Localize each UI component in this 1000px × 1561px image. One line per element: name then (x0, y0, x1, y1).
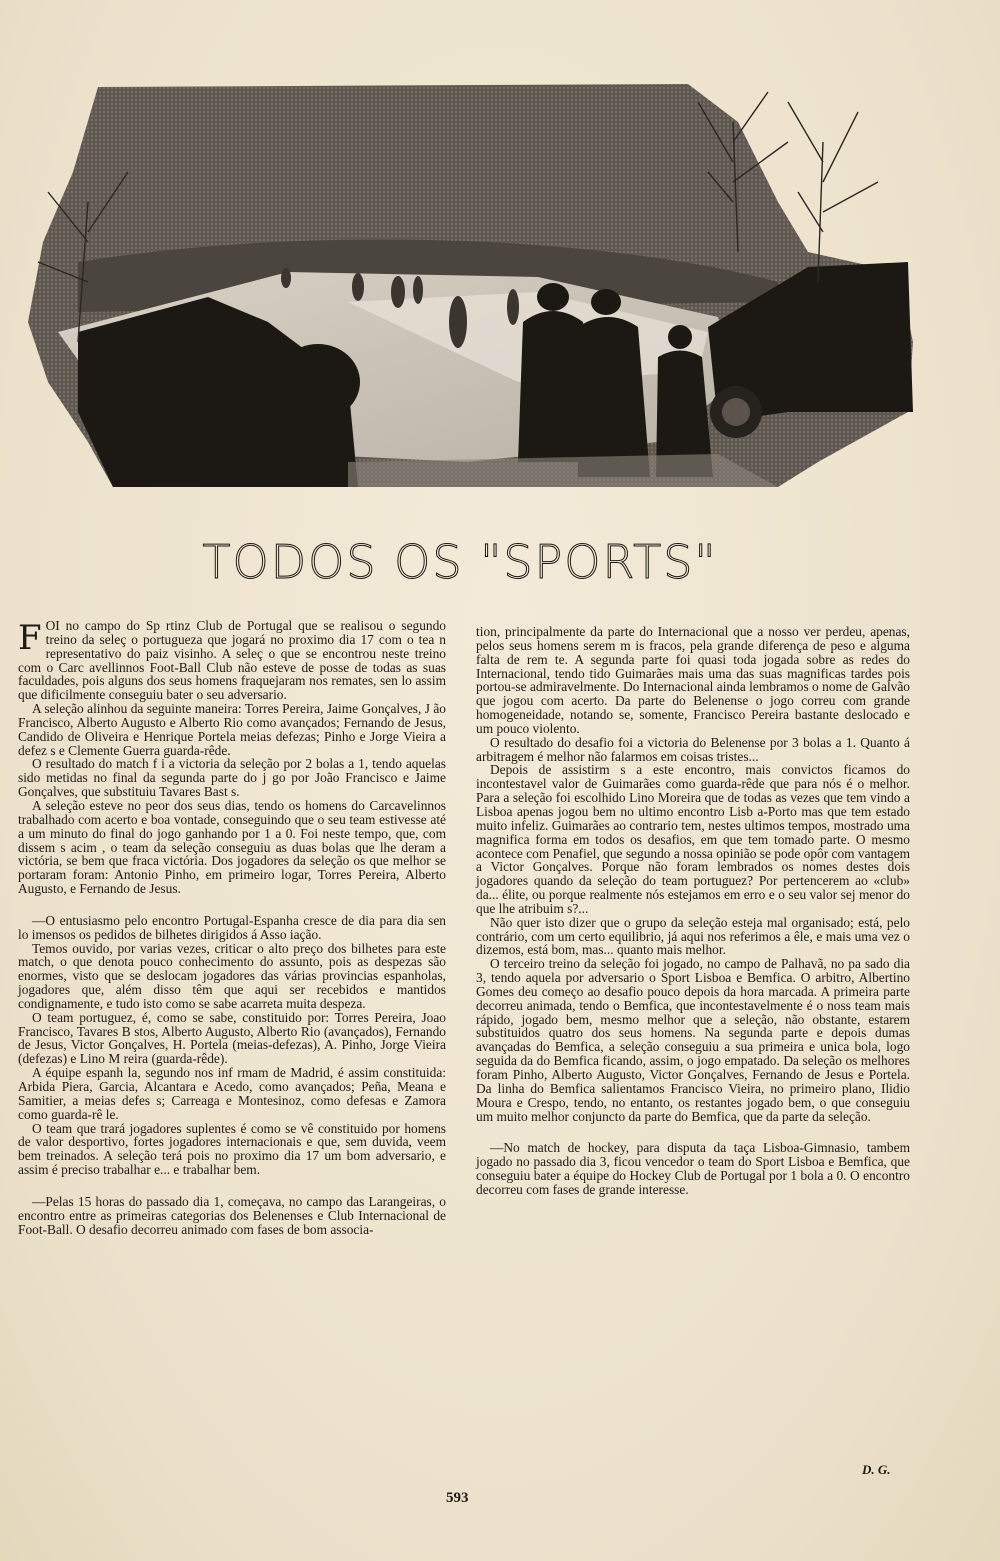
paragraph: O resultado do match f i a victoria da seleção por 2 bolas a 1, tendo aquelas sido metidas no final da segunda parte do j go por João Francisco e Jaime Gonçalves, que substituiu Tavares Bast s. (18, 756, 446, 800)
paragraph: —No match de hockey, para disputa da taça Lisboa-Gimnasio, tambem jogado no passado dia 3, ficou vencedor o team do Sport Lisboa e Bemfica, que conseguiu bater a équipe do Hockey Club de Portugal por 1 bola a 0. O encontro decorreu com fases de grande interesse. (476, 1140, 910, 1197)
article-title: TODOS OS "SPORTS" (202, 535, 718, 589)
paragraph: O team que trará jogadores suplentes é como se vê constituido por homens de valor desportivo, fortes jogadores internacionais e que, sem duvida, veem bem treinados. A seleção terá pois no proximo dia 17 um bom adversario, e assim é preciso trabalhar e... e trabalhar bem. (18, 1120, 446, 1178)
paragraph: O resultado do desafio foi a victoria do Belenense por 3 bolas a 1. Quanto á arbitragem é melhor não falarmos em coisas tristes... (476, 734, 910, 764)
paragraph: —Pelas 15 horas do passado dia 1, começava, no campo das Larangeiras, o encontro entre as primeiras categorias dos Belenenses e Club Internacional de Foot-Ball. O desafio decorreu animado com fases de bom associa- (18, 1193, 446, 1237)
paragraph: Não quer isto dizer que o grupo da seleção esteja mal organisado; está, pelo contrário, com um certo equilibrio, já aqui nos referimos a êle, e mais uma vez o dizemos, está bom, mas... quanto mais melhor. (476, 914, 910, 958)
paragraph: A seleção esteve no peor dos seus dias, tendo os homens do Carcavelinnos trabalhado com acerto e boa vontade, conseguindo que o seu team estivesse até a um minuto do final do jogo ganhando por 1 a 0. Foi neste tempo, que, com dissem s acim , o team da seleção conseguiu as duas bolas que lhe deram a victória, se bem que fraca victória. Dos jogadores da seleção os que melhor se portaram foram: Antonio Pinho, em primeiro logar, Torres Pereira, Alberto Augusto, e Fernando de Jesus. (18, 797, 446, 897)
paragraph: A seleção alinhou da seguinte maneira: Torres Pereira, Jaime Gonçalves, J ão Francisco, Alberto Augusto e Alberto Rio como avançados; Fernando de Jesus, Candido de Oliveira e Henrique Portela meias defezas; Pinho e Jorge Vieira a defez s e Clemente Guerra guarda-rêde. (18, 701, 446, 758)
paragraph: FOI no campo do Sp rtinz Club de Portugal que se realisou o segundo treino da seleç o portugueza que jogará no proximo dia 17 com o tea n representativo do paiz visinho. A seleç o que se encontrou neste treino com o Carc avellinnos Foot-Ball Club não esteve de posse de todas as suas faculdades, pois alguns dos seus homens fraquejaram nos remates, sen lo assim que dificilmente conseguiu bater o seu adversario. (18, 618, 446, 703)
paragraph: tion, principalmente da parte do Internacional que a nosso ver perdeu, apenas, pelos seus homens serem m is fracos, pela grande diferença de peso e alguma falta de rem te. A segunda parte foi quasi toda jogada sobre as redes do Internacional, tendo tido Guimarães mais uma das suas magnificas tardes pois portou-se admiravelmente. Do Internacional ainda lembramos o nome de Galvão que jogou com acerto. Da parte do Belenense o jogo correu com grande homogeneidade, notando se, somente, Francisco Pereira bastante deslocado e um pouco violento. (476, 624, 910, 736)
paragraph: O team portuguez, é, como se sabe, constituido por: Torres Pereira, Joao Francisco, Tavares B stos, Alberto Augusto, Alberto Rio (avançados), Fernando de Jesus, Victor Gonçalves, H. Portela (meias-defezas), A. Pinho, Jorge Vieira (defezas) e Lino M reira (guarda-rêde). (18, 1009, 446, 1067)
paragraph: A équipe espanh la, segundo nos inf rmam de Madrid, é assim constituida: Arbida Piera, Garcia, Alcantara e Acedo, como avançados; Peña, Meana e Samitier, a meias defes s; Carreaga e Montesinoz, como defesas e Zamora como guarda-rê le. (18, 1065, 446, 1122)
page-number: 593 (446, 1490, 469, 1506)
paragraph: —O entusiasmo pelo encontro Portugal-Espanha cresce de dia para dia sen lo imensos os pedidos de bilhetes dirigidos á Asso iação. (18, 912, 446, 942)
paragraph: Temos ouvido, por varias vezes, criticar o alto preço dos bilhetes para este match, o que denota pouco conhecimento do assunto, pois as despezas são enormes, visto que se deslocam jogadores das várias provincias espanholas, jogadores que, além disso têm que aqui ser recebidos e mantidos condignamente, e tudo isto como se sabe acarreta muita despeza. (18, 940, 446, 1011)
right-column (476, 625, 910, 1197)
author-signature: D. G. (862, 1462, 891, 1477)
paragraph: O terceiro treino da seleção foi jogado, no campo de Palhavã, no pa sado dia 3, tendo aquela por adversario o Sport Lisboa e Bemfica. O arbitro, Albertino Gomes deu começo ao desafio pouco depois da hora marcada. A primeira parte decorreu animada, tendo o Bemfica, que incontestavelmente é o noss team mais rápido, jogado bem, mesmo melhor que a seleção, não obstante, estarem substituidos quatro dos seus homens. Na segunda parte e depois dumas avançadas do Bemfica, a seleção conseguiu a sua primeira e unica bola, logo seguida da do Bemfica ficando, assim, o jogo empatado. Da seleção os melhores foram Pinho, Alberto Augusto, Victor Gonçalves, Fernando de Jesus e Portela. Da linha do Bemfica salientamos Francisco Vieira, no primeiro plano, Ilidio Moura e Crespo, tendo, no entanto, os restantes jogado bem, o que conseguiu um muito melhor conjuncto da parte do Bemfica, que da parte da seleção. (476, 956, 910, 1124)
drop-cap: F (18, 618, 42, 658)
left-column (18, 619, 446, 1236)
ice-skating-photo (18, 82, 918, 487)
paragraph: Depois de assistirm s a este encontro, mais convictos ficamos do incontestavel valor de Guimarães como guarda-rêde que para nós é o melhor. Para a seleção foi escolhido Lino Moreira que de todas as vezes que tem vindo a Lisboa apenas jogou bem no ultimo encontro Lisb a-Porto mas que tem estado muito infeliz. Guimarães ao contrario tem, nestes ultimos tempos, mostrado uma magnifica forma em todos os desafios, em que tem tomado parte. O mesmo acontece com Penafiel, que segundo a nossa opinião se pode opôr com vantagem a Victor Gonçalves. Porque não foram lembrados os nomes destes dois jogadores quando da seleção do team portuguez? Por pertencerem ao «club» da... élite, ou porque realmente nós estejamos em erro e o seu valor sej menor do que lhe atribuim s?... (476, 762, 910, 916)
